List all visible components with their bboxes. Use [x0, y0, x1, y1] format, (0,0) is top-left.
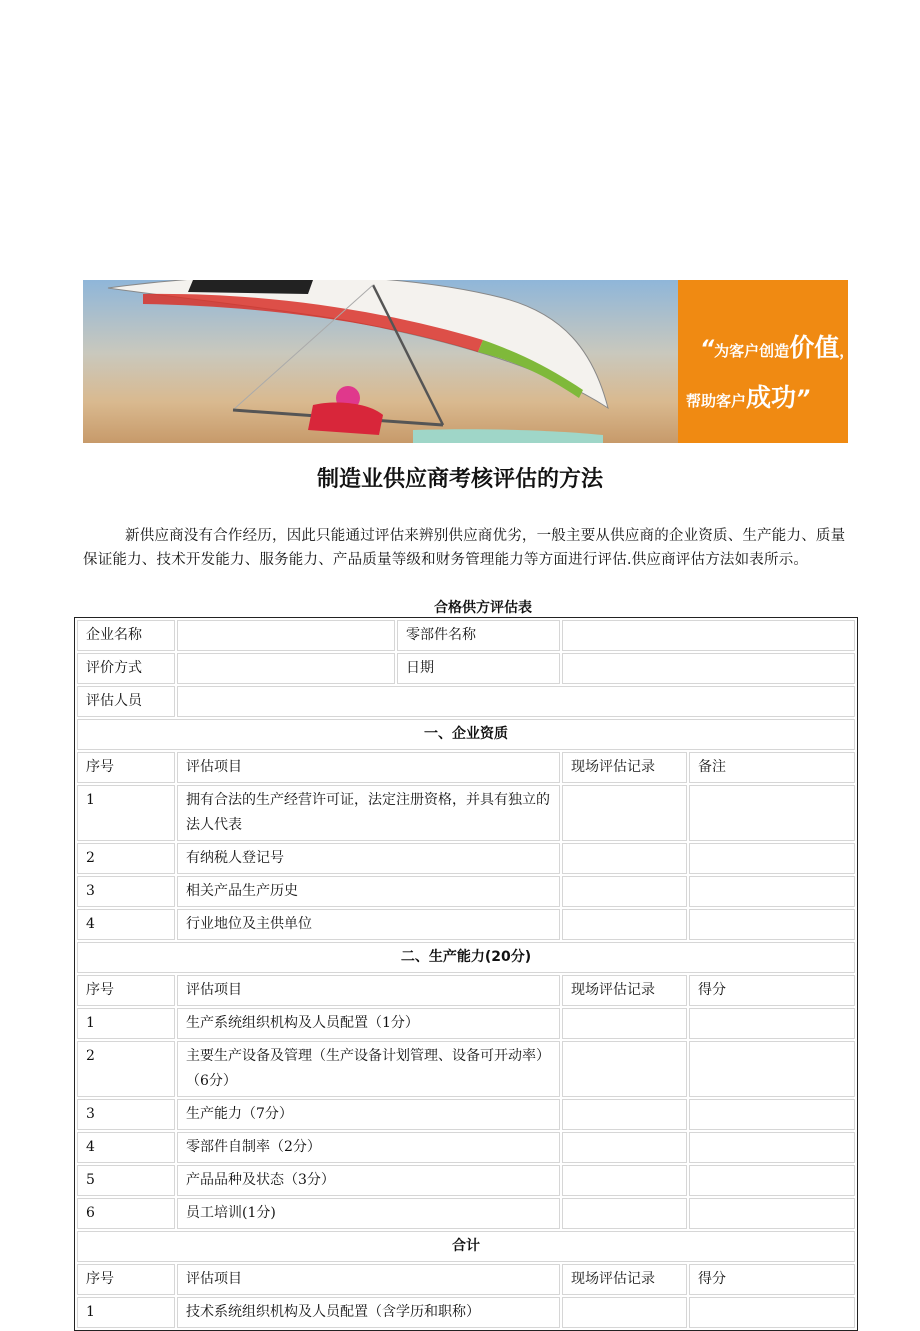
evaluation-item: 有纳税人登记号 — [177, 843, 560, 874]
part-name-label: 零部件名称 — [397, 620, 560, 651]
record-cell[interactable] — [562, 1099, 687, 1130]
col-no-header: 序号 — [77, 975, 175, 1006]
evaluation-item: 产品品种及状态（3分） — [177, 1165, 560, 1196]
table-caption: 合格供方评估表 — [434, 600, 532, 616]
evaluation-item: 行业地位及主供单位 — [177, 909, 560, 940]
record-cell[interactable] — [562, 1198, 687, 1229]
note-cell[interactable] — [689, 785, 855, 841]
row-number: 2 — [77, 1041, 175, 1097]
header-banner — [83, 280, 855, 443]
col-item-header: 评估项目 — [177, 1264, 560, 1295]
company-name-value[interactable] — [177, 620, 395, 651]
table-row — [77, 1099, 855, 1130]
row-number: 3 — [77, 876, 175, 907]
record-cell[interactable] — [562, 909, 687, 940]
table-row — [77, 1165, 855, 1196]
row-number: 1 — [77, 1297, 175, 1328]
document-title: 制造业供应商考核评估的方法 — [316, 467, 603, 492]
record-cell[interactable] — [562, 1008, 687, 1039]
column-header-row — [77, 752, 855, 783]
note-cell[interactable] — [689, 909, 855, 940]
table-row — [77, 1132, 855, 1163]
table-row — [77, 1041, 855, 1097]
record-cell[interactable] — [562, 785, 687, 841]
hang-glider-illustration — [83, 280, 678, 443]
intro-paragraph: 新供应商没有合作经历，因此只能通过评估来辨别供应商优劣，一般主要从供应商的企业资质、生产能力、质量保证能力、技术开发能力、服务能力、产品质量等级和财务管理能力等方面进行评估.供应商评估方法如表所示。 — [83, 528, 846, 568]
slogan-panel — [678, 280, 855, 443]
row-number: 4 — [77, 1132, 175, 1163]
col-record-header: 现场评估记录 — [562, 1264, 687, 1295]
assessor-label: 评估人员 — [77, 686, 175, 717]
table-row — [77, 653, 855, 684]
row-number: 6 — [77, 1198, 175, 1229]
table-row — [77, 686, 855, 717]
section-title: 二、生产能力(20分) — [77, 942, 855, 973]
note-cell[interactable] — [689, 1008, 855, 1039]
record-cell[interactable] — [562, 1132, 687, 1163]
col-record-header: 现场评估记录 — [562, 975, 687, 1006]
method-value[interactable] — [177, 653, 395, 684]
col-no-header: 序号 — [77, 1264, 175, 1295]
record-cell[interactable] — [562, 1041, 687, 1097]
table-row — [77, 909, 855, 940]
row-number: 2 — [77, 843, 175, 874]
row-number: 5 — [77, 1165, 175, 1196]
evaluation-item: 生产能力（7分） — [177, 1099, 560, 1130]
evaluation-item: 相关产品生产历史 — [177, 876, 560, 907]
col-note-header: 得分 — [689, 1264, 855, 1295]
section-header-row — [77, 942, 855, 973]
col-note-header: 得分 — [689, 975, 855, 1006]
slogan-line-2: 帮助客户成功” — [686, 383, 811, 412]
table-row — [77, 843, 855, 874]
record-cell[interactable] — [562, 1165, 687, 1196]
evaluation-item: 技术系统组织机构及人员配置（含学历和职称） — [177, 1297, 560, 1328]
hang-glider-photo — [83, 280, 678, 443]
company-name-label: 企业名称 — [77, 620, 175, 651]
col-note-header: 备注 — [689, 752, 855, 783]
table-row — [77, 785, 855, 841]
col-item-header: 评估项目 — [177, 752, 560, 783]
record-cell[interactable] — [562, 876, 687, 907]
row-number: 1 — [77, 1008, 175, 1039]
note-cell[interactable] — [689, 843, 855, 874]
evaluation-item: 员工培训(1分) — [177, 1198, 560, 1229]
note-cell[interactable] — [689, 1041, 855, 1097]
evaluation-item: 生产系统组织机构及人员配置（1分） — [177, 1008, 560, 1039]
column-header-row — [77, 1264, 855, 1295]
method-label: 评价方式 — [77, 653, 175, 684]
col-no-header: 序号 — [77, 752, 175, 783]
note-cell[interactable] — [689, 1099, 855, 1130]
note-cell[interactable] — [689, 1198, 855, 1229]
table-row — [77, 620, 855, 651]
section-title: 一、企业资质 — [77, 719, 855, 750]
section-header-row — [77, 719, 855, 750]
note-cell[interactable] — [689, 1132, 855, 1163]
section-title: 合计 — [77, 1231, 855, 1262]
evaluation-item: 主要生产设备及管理（生产设备计划管理、设备可开动率）（6分） — [177, 1041, 560, 1097]
date-label: 日期 — [397, 653, 560, 684]
section-header-row — [77, 1231, 855, 1262]
note-cell[interactable] — [689, 1165, 855, 1196]
evaluation-item: 拥有合法的生产经营许可证，法定注册资格，并具有独立的法人代表 — [177, 785, 560, 841]
column-header-row — [77, 975, 855, 1006]
row-number: 1 — [77, 785, 175, 841]
row-number: 3 — [77, 1099, 175, 1130]
table-row — [77, 1008, 855, 1039]
col-item-header: 评估项目 — [177, 975, 560, 1006]
table-row — [77, 1198, 855, 1229]
row-number: 4 — [77, 909, 175, 940]
table-row — [77, 876, 855, 907]
record-cell[interactable] — [562, 843, 687, 874]
note-cell[interactable] — [689, 876, 855, 907]
supplier-evaluation-table — [74, 617, 858, 1331]
evaluation-item: 零部件自制率（2分） — [177, 1132, 560, 1163]
part-name-value[interactable] — [562, 620, 855, 651]
date-value[interactable] — [562, 653, 855, 684]
slogan-line-1: “为客户创造价值， — [700, 333, 855, 362]
col-record-header: 现场评估记录 — [562, 752, 687, 783]
assessor-value[interactable] — [177, 686, 855, 717]
